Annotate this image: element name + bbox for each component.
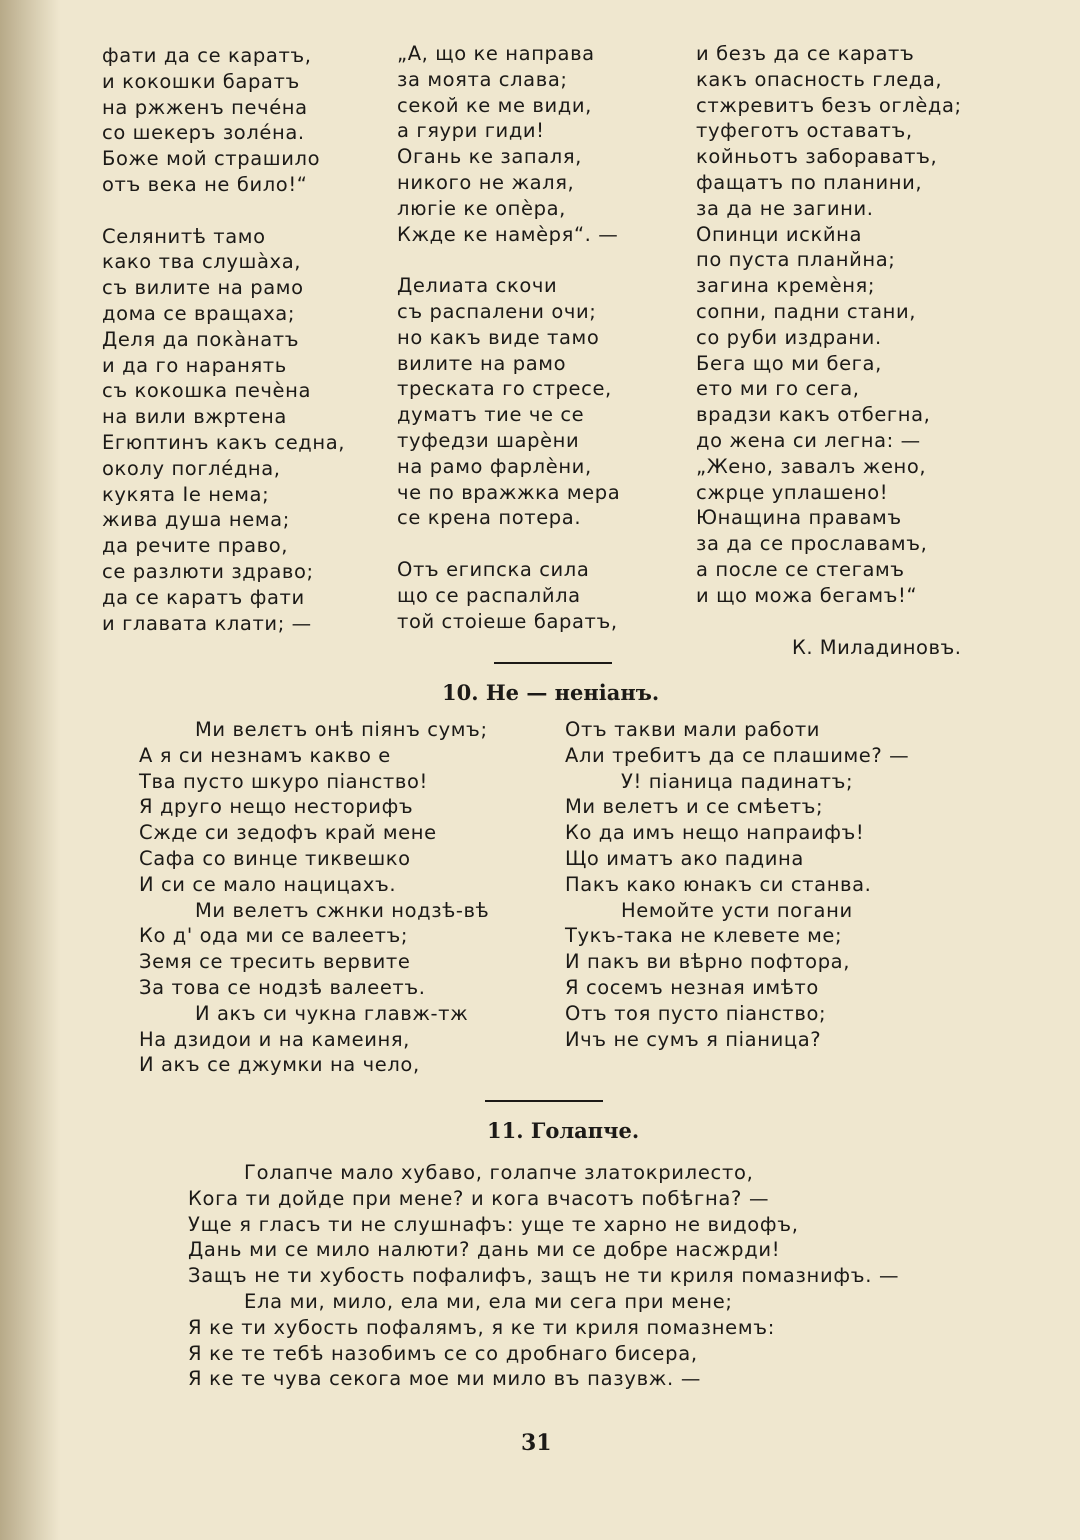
verse-line: А я си незнамъ какво е <box>139 743 391 767</box>
verse-line: се крена потера. <box>397 506 582 530</box>
verse-line: фащатъ по планини, <box>696 170 923 194</box>
verse-line: фати да се каратъ, <box>102 44 312 67</box>
verse-line: какъ опасность гледа, <box>696 67 943 91</box>
verse-line: треската го стресе, <box>397 377 612 401</box>
verse-line: и що можа бегамъ!“ <box>696 583 918 607</box>
verse-line: Али требитъ да се плашиме? — <box>565 743 910 767</box>
verse-line: се разлюти здраво; <box>102 559 314 583</box>
verse-line: Дань ми се мило налюти? дань ми се добре насжрди! <box>188 1238 781 1262</box>
verse-line: загина кремèня; <box>696 274 876 298</box>
verse-line: Деля да покàнатъ <box>102 327 300 351</box>
verse-line: Огань ке запаля, <box>397 145 582 169</box>
poem-heading-11: 11. Голапче. <box>487 1118 640 1143</box>
verse-line: За това се нодзѣ валеетъ. <box>139 975 426 999</box>
verse-line: Уще я гласъ ти не слушнафъ: уще те харно не видофъ, <box>188 1212 799 1236</box>
verse-line: Сжде си зедофъ край мене <box>139 821 437 845</box>
verse-line: Юнащина правамъ <box>696 506 902 530</box>
verse-line: койньотъ забораватъ, <box>696 145 938 169</box>
verse-line: вилите на рамо <box>397 351 567 375</box>
verse-line: съ кокошка печèна <box>102 379 312 403</box>
verse-line: И акъ се джумки на чело, <box>139 1053 420 1077</box>
verse-line: на ржженъ печéна <box>102 95 308 119</box>
verse-line: со шекеръ золéна. <box>102 121 305 145</box>
verse-line: „А, що ке направа <box>397 42 595 65</box>
poem-column-1 <box>102 43 345 636</box>
verse-line: Я сосемъ незная имѣто <box>565 975 819 999</box>
verse-line: Я ке те тебѣ назобимъ се со дробнаго бисера, <box>188 1341 698 1365</box>
verse-line: Тва пусто шкуро піанство! <box>139 769 428 793</box>
verse-line: Сафа со винце тиквешко <box>139 846 411 870</box>
verse-line: Кога ти дойде при мене? и кога вчасотъ побѣгна? — <box>188 1186 770 1210</box>
verse-line: Ко д' ода ми се валеетъ; <box>139 924 409 948</box>
verse-line: како тва слушàха, <box>102 250 302 274</box>
verse-line: сжрце уплашено! <box>696 480 889 504</box>
poem-10-left-column <box>139 717 489 1078</box>
verse-line: той стоіеше баратъ, <box>397 609 618 633</box>
verse-line: Боже мой страшило <box>102 147 321 171</box>
verse-line: люгіе ке опèра, <box>397 196 566 220</box>
verse-line: кукята Iе нема; <box>102 482 270 506</box>
verse-line: че по вражжка мера <box>397 480 621 504</box>
verse-line: И акъ си чукна главж-тж <box>195 1001 469 1025</box>
verse-line: ето ми го сега, <box>696 377 860 401</box>
author-signature: К. Миладиновъ. <box>792 636 962 659</box>
verse-line: Делиата скочи <box>397 274 558 298</box>
verse-line: Отъ тоя пусто піанство; <box>565 1001 827 1025</box>
verse-line: да се каратъ фати <box>102 585 305 609</box>
verse-line: за да не загини. <box>696 196 874 220</box>
verse-line: що се распалйла <box>397 583 581 607</box>
verse-line: И пакъ ви вѣрно пофтора, <box>565 950 851 974</box>
poem-10-right-column <box>565 717 909 1052</box>
verse-line: на рамо фарлèни, <box>397 454 592 478</box>
verse-line: На дзидои и на камеиня, <box>139 1027 410 1051</box>
verse-line: Ми велєтъ онѣ піянъ сумъ; <box>195 718 488 741</box>
section-divider-11 <box>485 1100 603 1102</box>
verse-line: и да го наранять <box>102 353 287 377</box>
verse-line: Голапче мало хубаво, голапче златокрилесто, <box>244 1161 754 1184</box>
verse-line: сопни, падни стани, <box>696 299 917 323</box>
verse-line: Кжде ке намèря“. — <box>397 222 619 246</box>
verse-line: врадзи какъ отбегна, <box>696 403 931 427</box>
verse-line: за моята слава; <box>397 67 568 91</box>
verse-line: за да се прославамъ, <box>696 532 928 556</box>
verse-line: Немойте усти погани <box>621 898 853 922</box>
stanza-break <box>397 531 620 557</box>
verse-line: со руби издрани. <box>696 325 882 349</box>
stanza-break <box>102 198 345 224</box>
verse-line: Я друго нещо несторифъ <box>139 795 414 819</box>
verse-line: а гяури гиди! <box>397 119 545 143</box>
verse-line: Опинци искйна <box>696 222 863 246</box>
verse-line: но какъ виде тамо <box>397 325 600 349</box>
verse-line: жива душа нема; <box>102 508 290 532</box>
verse-line: отъ века не било!“ <box>102 172 308 196</box>
page-binding-shadow <box>0 0 60 1540</box>
verse-line: Ко да имъ нещо напраифъ! <box>565 821 865 845</box>
verse-line: „Жено, завалъ жено, <box>696 454 927 478</box>
verse-line: стжревитъ безъ оглèда; <box>696 93 962 117</box>
verse-line: секой ке ме види, <box>397 93 592 117</box>
verse-line: околу поглéдна, <box>102 456 281 480</box>
verse-line: туфеготъ оставатъ, <box>696 119 913 143</box>
verse-line: и главата клати; — <box>102 611 312 635</box>
verse-line: Отъ такви мали работи <box>565 718 821 741</box>
verse-line: дома се вращаха; <box>102 301 295 325</box>
verse-line: Я ке те чува секога мое ми мило въ пазувж. — <box>188 1367 702 1391</box>
verse-line: Ичъ не сумъ я піаница? <box>565 1027 822 1051</box>
verse-line: Я ке ти хубость пофалямъ, я ке ти криля помазнемъ: <box>188 1315 776 1339</box>
verse-line: а после се стегамъ <box>696 557 905 581</box>
page-number: 31 <box>521 1430 552 1456</box>
verse-line: и безъ да се каратъ <box>696 42 915 65</box>
poem-column-2 <box>397 41 620 634</box>
verse-line: Пакъ како юнакъ си станва. <box>565 872 872 896</box>
verse-line: по пуста планйна; <box>696 248 896 272</box>
verse-line: до жена си легна: — <box>696 428 921 452</box>
poem-heading-10: 10. Не — неніанъ. <box>442 680 660 705</box>
verse-line: Бега що ми бега, <box>696 351 882 375</box>
verse-line: Защъ не ти хубость пофалифъ, защъ не ти криля помазнифъ. — <box>188 1264 900 1288</box>
verse-line: Егюптинъ какъ седна, <box>102 430 346 454</box>
verse-line: съ вилите на рамо <box>102 276 304 300</box>
verse-line: туфедзи шарèни <box>397 428 580 452</box>
section-divider-10 <box>494 662 612 664</box>
verse-line: У! піаница падинатъ; <box>621 769 854 793</box>
verse-line: Ми велетъ сжнки нодзѣ-вѣ <box>195 898 490 922</box>
verse-line: думатъ тие че се <box>397 403 585 427</box>
verse-line: никого не жаля, <box>397 170 575 194</box>
poem-column-3 <box>696 41 962 609</box>
stanza-break <box>397 247 620 273</box>
verse-line: да речите право, <box>102 534 289 558</box>
verse-line: И си се мало нацицахъ. <box>139 872 397 896</box>
verse-line: на вили вжртена <box>102 405 287 429</box>
verse-line: Селянитѣ тамо <box>102 224 266 248</box>
verse-line: Отъ египска сила <box>397 557 590 581</box>
verse-line: Земя се тресить вервите <box>139 950 411 974</box>
verse-line: Що иматъ ако падина <box>565 846 804 870</box>
verse-line: Тукъ-така не клевете ме; <box>565 924 843 948</box>
poem-11-body <box>188 1160 899 1392</box>
verse-line: съ распалени очи; <box>397 299 597 323</box>
verse-line: Ми велетъ и се смѣетъ; <box>565 795 824 819</box>
verse-line: и кокошки баратъ <box>102 69 300 93</box>
verse-line: Ела ми, мило, ела ми, ела ми сега при мене; <box>244 1289 733 1313</box>
